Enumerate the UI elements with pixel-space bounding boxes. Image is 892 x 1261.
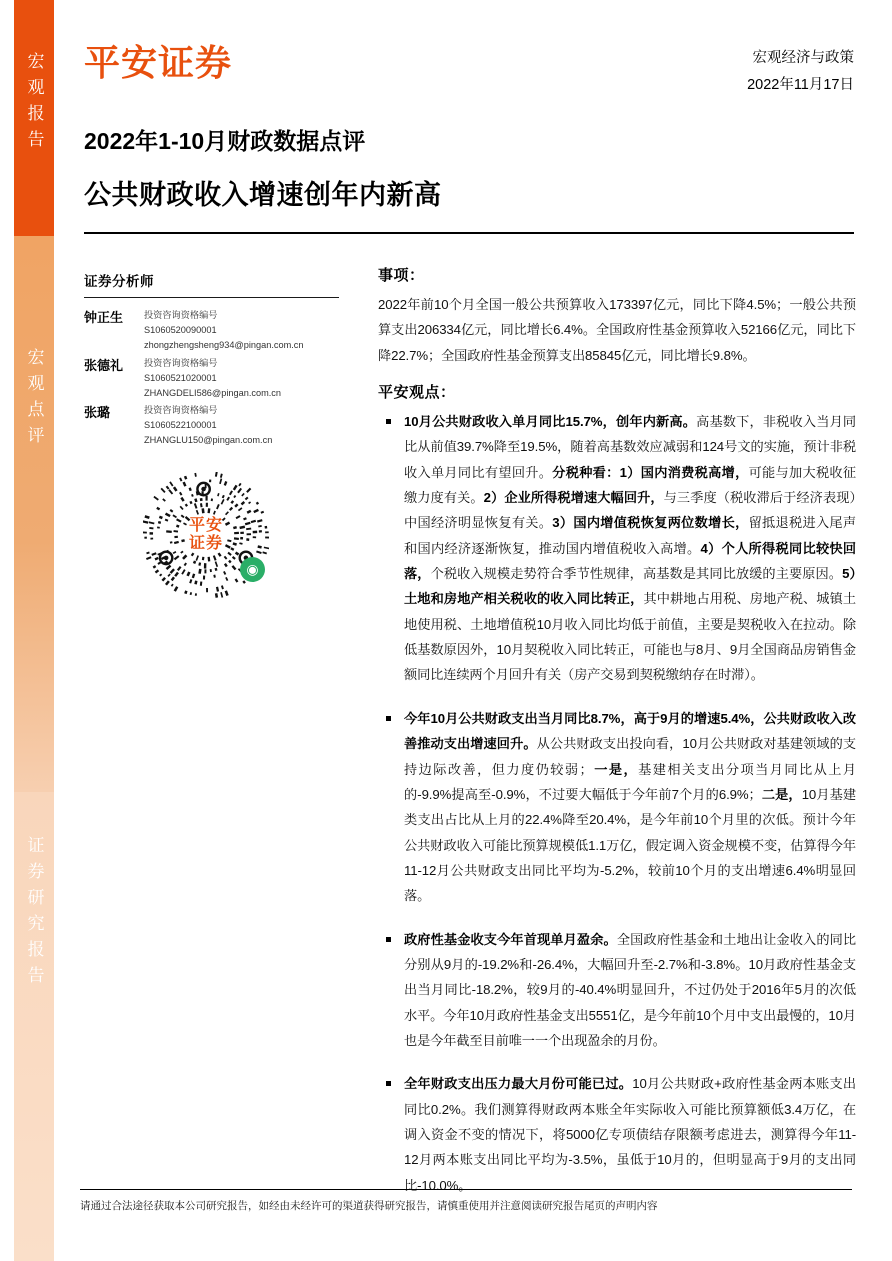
analyst-qualification-label: 投资咨询资格编号	[144, 310, 218, 320]
analyst-details	[144, 356, 346, 401]
list-item	[378, 409, 856, 688]
list-item	[378, 706, 856, 909]
body-text: 可能与加大税收征缴力度有关。	[404, 464, 856, 506]
analyst-email[interactable]: ZHANGDELI586@pingan.com.cn	[144, 387, 281, 398]
qr-code-brand-label: 平安 证券	[188, 514, 224, 552]
views-heading: 平安观点：	[378, 384, 456, 402]
body-text: 10月公共财政+政府性基金两本账支出同比0.2%。我们测算得财政两本账全年实际收入可能比预算额低3.4万亿，在调入资金不变的情况下，将5000亿专项债结存限额考虑进去，测算得今年11-12月两本账支出同比平均为-3.5%，虽低于10月的，但明显高于9月的支出同比-10.0%。	[404, 1076, 856, 1193]
emphasis-text: 二是，	[761, 786, 802, 802]
matters-paragraph: 2022年前10个月全国一般公共预算收入173397亿元，同比下降4.5%；一般公共预算支出206334亿元，同比增长6.4%。全国政府性基金预算收入52166亿元，同比下降22.7%；全国政府性基金预算支出85845亿元，同比增长9.8%。	[378, 297, 856, 363]
body-text: 从公共财政支出投向看，10月公共财政对基建领域的支持边际改善，但力度仍较弱；	[404, 736, 857, 777]
emphasis-text: 5）土地和房地产相关税收的收入同比转正，	[404, 566, 856, 607]
sidebar	[14, 0, 54, 1261]
analyst-name: 张德礼	[84, 357, 124, 373]
page-title: 公共财政收入增速创年内新高	[84, 180, 442, 210]
matters-heading: 事项：	[378, 267, 425, 284]
analyst-license: S1060520090001	[144, 324, 217, 335]
body-text: 高基数下，非税收入当月同比从前值39.7%降至19.5%，随着高基数效应减弱和124号文的实施，预计非税收入单月同比有望回升。	[404, 414, 856, 480]
analyst-license: S1060522100001	[144, 420, 217, 431]
emphasis-text: 政府性基金收支今年首现单月盈余。	[404, 931, 617, 947]
report-date: 2022年11月17日	[747, 76, 854, 93]
analyst-entry	[84, 403, 346, 448]
emphasis-text: 一是，	[592, 761, 639, 777]
body-text: 基建相关支出分项当月同比从上月的-9.9%提高至-0.9%，不过要大幅低于今年前7个月的6.9%；	[404, 761, 857, 802]
sidebar-band-label: 宏观点评	[24, 348, 44, 452]
analyst-name: 张璐	[84, 405, 111, 421]
emphasis-text: 分税种看：1）国内消费税高增，	[552, 464, 749, 480]
footer-disclaimer: 请通过合法途径获取本公司研究报告，如经由未经许可的渠道获得研究报告，请慎重使用并注意阅读研究报告尾页的声明内容	[80, 1200, 658, 1212]
views-list	[378, 409, 856, 1198]
qr-code[interactable]	[143, 472, 269, 598]
report-subtitle: 2022年1-10月财政数据点评	[84, 128, 366, 154]
analyst-details	[144, 403, 346, 448]
analyst-details	[144, 308, 346, 353]
sidebar-band-securities-research	[14, 792, 54, 1261]
body-text: 全国政府性基金和土地出让金收入的同比分别从9月的-19.2%和-26.4%，大幅回升至-2.7%和-3.8%。10月政府性基金支出当月同比-18.2%，较9月的-40.4%明显回升，不过仍处于2016年5月的次低水平。今年10月政府性基金支出5551亿，是今年前10个月中支出最慢的，10月也是今年截至目前唯一一个出现盈余的月份。	[404, 931, 857, 1048]
analyst-name: 钟正生	[84, 310, 124, 325]
emphasis-text: 10月公共财政收入单月同比15.7%，创年内新高。	[404, 414, 697, 430]
report-category: 宏观经济与政策	[752, 50, 854, 66]
analyst-license: S1060521020001	[144, 372, 217, 383]
analyst-qualification-label: 投资咨询资格编号	[144, 357, 218, 368]
body-text: 与三季度（税收滞后于经济表现）中国经济明显恢复有关。	[404, 490, 856, 531]
sidebar-band-label: 证券研究报告	[24, 836, 44, 992]
analysts-section-title: 证券分析师	[84, 274, 154, 289]
analyst-email[interactable]: ZHANGLU150@pingan.com.cn	[144, 435, 273, 446]
sidebar-band-macro-commentary	[14, 236, 54, 792]
wechat-miniprogram-icon: ◉	[240, 557, 265, 582]
analyst-entry	[84, 308, 346, 353]
analysts-divider	[84, 297, 339, 298]
list-item	[378, 1071, 856, 1198]
body-text: 10月基建类支出占比从上月的22.4%降至20.4%，是今年前10个月里的次低。预计今年公共财政收入可能比预算规模低1.1万亿，假定调入资金规模不变，估算得今年11-12月公共财政支出同比平均为-5.2%，较前10个月的支出增速6.4%明显回落。	[404, 786, 857, 904]
header-divider	[84, 232, 854, 234]
analyst-entry	[84, 356, 346, 401]
company-logo-text: 平安证券	[84, 43, 233, 84]
emphasis-text: 3）国内增值税恢复两位数增长，	[552, 515, 749, 531]
report-body	[378, 264, 856, 1216]
body-text: 个税收入规模走势符合季节性规律，高基数是其同比放缓的主要原因。	[430, 566, 843, 582]
analyst-qualification-label: 投资咨询资格编号	[144, 405, 218, 416]
body-text: 留抵退税进入尾声和国内经济逐渐恢复，推动国内增值税收入高增。	[404, 515, 856, 556]
list-item	[378, 927, 856, 1054]
emphasis-text: 2）企业所得税增速大幅回升，	[483, 490, 664, 506]
footer-divider	[80, 1189, 852, 1190]
analyst-email[interactable]: zhongzhengsheng934@pingan.com.cn	[144, 339, 304, 350]
emphasis-text: 今年10月公共财政支出当月同比8.7%，高于9月的增速5.4%，公共财政收入改善推动支出增速回升。	[404, 710, 856, 752]
sidebar-band-macro-report	[14, 0, 54, 236]
emphasis-text: 全年财政支出压力最大月份可能已过。	[404, 1076, 633, 1092]
header-meta	[747, 45, 854, 99]
analysts-panel	[84, 270, 346, 451]
emphasis-text: 4）个人所得税同比较快回落，	[404, 540, 856, 582]
sidebar-band-label: 宏观报告	[24, 52, 44, 156]
body-text: 其中耕地占用税、房地产税、城镇土地使用税、土地增值税10月收入同比均低于前值，主要是契税收入在拉动。除低基数原因外，10月契税收入同比转正，可能也与8月、9月全国商品房销售金额同比连续两个月回升有关（房产交易到契税缴纳存在时滞）。	[404, 591, 856, 683]
